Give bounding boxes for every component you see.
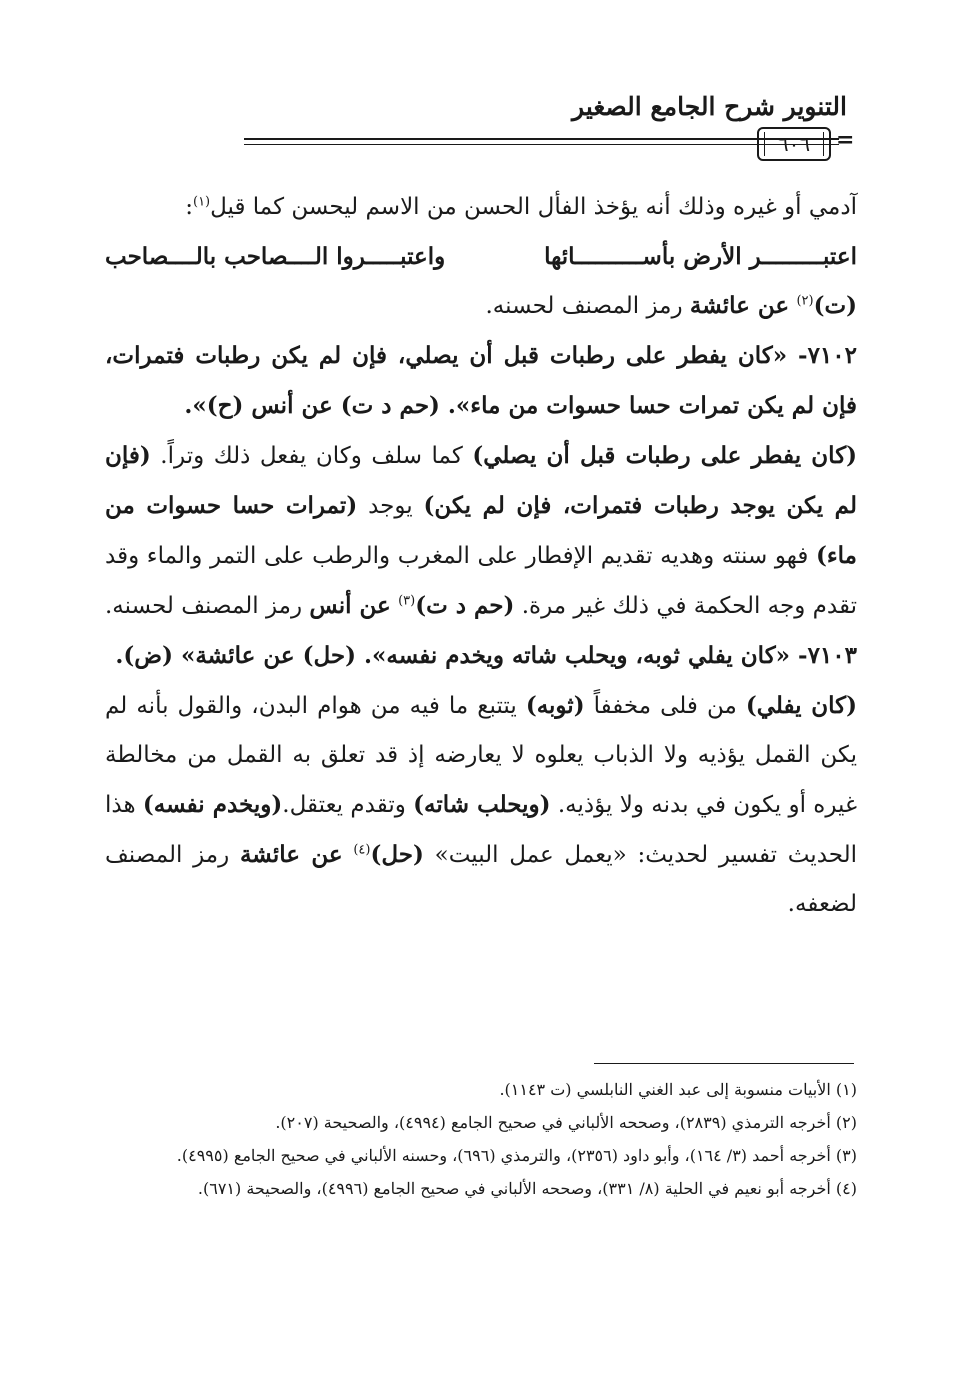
footnote-ref-1[interactable]: (١)	[192, 194, 211, 210]
commentary-7103: (كان يفلي) من فلى مخففاً (ثوبه) يتتبع ما فيه من هوام البدن، والقول بأنه لم يكن القمل يؤذيه ولا الذباب يعلوه لا يعارضه إذ قد تعلق به القمل من مخالطة غيره أو يكون في بدنه ولا يؤذيه. (ويحلب شاته) وتقدم يعتقل.(ويخدم نفسه) هذا الحديث تفسير لحديث: «يعمل عمل البيت» (حل)$^{(٤)}$ عن عائشة رمز المصنف لضعفه.	[105, 692, 858, 917]
page-number: ٦٠٦	[777, 132, 811, 156]
footnote-ref-4[interactable]: (٤)	[353, 842, 371, 858]
footnote-4: (٤) أخرجه أبو نعيم في الحلية (٨/ ٣٣١)، وصححه الألباني في صحيح الجامع (٤٩٩٦)، والصحيحة (٦٧١).	[197, 1179, 857, 1198]
header-rule	[244, 138, 839, 140]
poem-hemistich-2: واعتبـــــروا الــــصاحب بالــــصاحب	[105, 243, 446, 270]
header-rule-thin	[244, 144, 839, 145]
footnote-1: (١) الأبيات منسوبة إلى عبد الغني النابلسي (ت ١١٤٣).	[499, 1080, 857, 1099]
footnote-ref-2[interactable]: (٢)	[796, 293, 814, 309]
running-title: التنوير شرح الجامع الصغير	[572, 92, 847, 121]
commentary-7102: (كان يفطر على رطبات قبل أن يصلي) كما سلف وكان يفعل ذلك وتراً. (فإن لم يكن يوجد رطبات فتمرات، فإن لم يكن) يوجد (تمرات حسا حسوات من ماء) فهو سنته وهديه تقديم الإفطار على المغرب والرطب على التمر والماء وقد تقدم وجه الحكمة في ذلك غير مرة. (حم د ت)$^{(٣)}$ عن أنس رمز المصنف لحسنه.	[104, 442, 858, 619]
hadith-7103: ٧١٠٣- «كان يفلي ثوبه، ويحلب شاته ويخدم نفسه». (حل) عن عائشة» (ض).	[115, 642, 857, 669]
page-mark: =	[836, 127, 855, 153]
poem-hemistich-1: اعتبـــــــــر الأرض بأســــــــــائها	[544, 243, 857, 270]
page-number-box	[757, 127, 831, 161]
footnote-ref-3[interactable]: (٣)	[398, 593, 416, 609]
footnotes	[105, 1073, 857, 1205]
footnote-3: (٣) أخرجه أحمد (٣/ ١٦٤)، وأبو داود (٢٣٥٦)، والترمذي (٦٩٦)، وحسنه الألباني في صحيح الجامع (٤٩٩٥).	[176, 1146, 857, 1165]
footnote-separator	[594, 1063, 854, 1064]
body-text	[105, 183, 857, 929]
paragraph-source: (ت)$^{(٢)}$ عن عائشة رمز المصنف لحسنه.	[485, 292, 857, 319]
hadith-7102: ٧١٠٢- «كان يفطر على رطبات قبل أن يصلي، فإن لم يكن رطبات فتمرات، فإن لم يكن تمرات حسا حسوات من ماء». (حم د ت) عن أنس (ح)».	[105, 342, 857, 419]
poem-verse	[105, 232, 857, 281]
footnote-2: (٢) أخرجه الترمذي (٢٨٣٩)، وصححه الألباني في صحيح الجامع (٤٩٩٤)، والصحيحة (٢٠٧).	[275, 1113, 857, 1132]
paragraph-intro: آدمي أو غيره وذلك أنه يؤخذ الفأل الحسن من الاسم ليحسن كما قيل$^{(١)}$:	[185, 194, 857, 220]
